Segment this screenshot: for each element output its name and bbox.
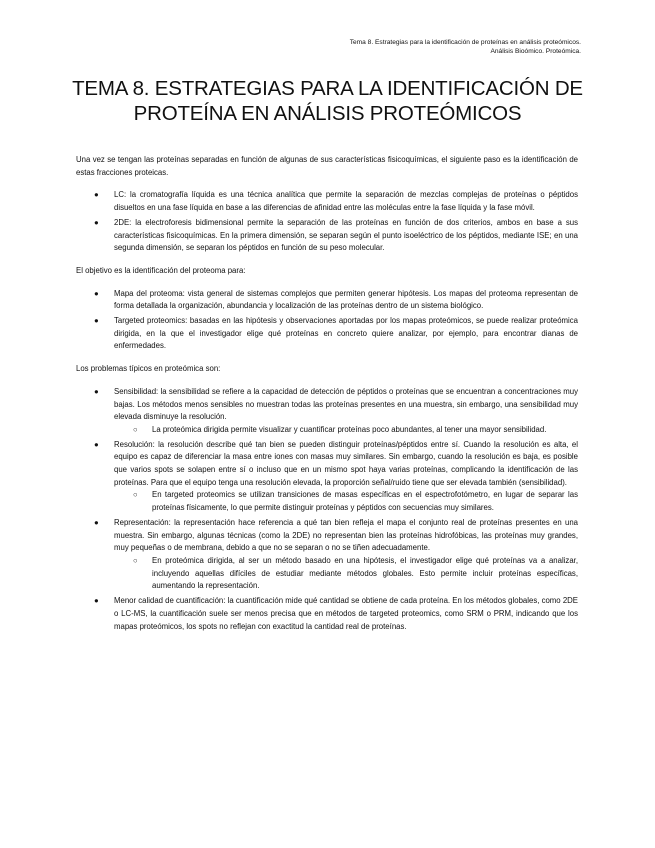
methods-list xyxy=(76,189,578,255)
method-text: 2DE: la electroforesis bidimensional permite la separación de las proteínas en función de dos criterios, ambos en base a sus características fisicoquímicas. En la primera dimensión, se separan según el punto isoeléctrico de los péptidos, mediante ISE; en una segunda dimensión, se separan los péptidos en función de su peso molecular. xyxy=(114,217,578,253)
bullet-icon: ● xyxy=(94,316,99,326)
problems-intro: Los problemas típicos en proteómica son: xyxy=(76,364,221,374)
objective-intro: El objetivo es la identificación del proteoma para: xyxy=(76,265,246,275)
bullet-icon: ● xyxy=(94,517,99,527)
sub-list-item xyxy=(133,489,578,514)
method-text: LC: la cromatografía líquida es una técnica analítica que permite la separación de mezclas complejas de proteínas o péptidos disueltos en una fase líquida en base a las diferencias de afinidad entre las moléculas entre la fase líquida y la fase móvil. xyxy=(114,190,578,213)
list-item xyxy=(94,217,578,255)
bullet-icon: ● xyxy=(94,190,99,200)
sub-list xyxy=(114,555,578,593)
circle-bullet-icon: ○ xyxy=(133,490,138,500)
objective-text: Mapa del proteoma: vista general de sistemas complejos que permiten generar hipótesis. Los mapas del proteoma representan de forma detallada la organización, abundancia y localización de las proteínas dentro de un sistema biológico. xyxy=(114,288,578,311)
problems-list xyxy=(76,386,578,633)
list-item xyxy=(94,386,578,437)
problem-text: Resolución: la resolución describe qué tan bien se pueden distinguir proteínas/péptidos entre sí. Cuando la resolución es alta, el equipo es capaz de diferenciar la masa entre iones con masas muy similares. Sin embargo, cuando la resolución es baja, es posible que varios spots se solapen entre sí o incluso que en un mismo spot haya varias proteínas, complicando la identificación de las proteínas. Para que el equipo tenga una resolución elevada, la proporción señal/ruido tiene que ser elevada también (sensibilidad). xyxy=(114,439,578,487)
list-item xyxy=(94,595,578,633)
header-line-2: Análisis Bioómico. Proteómica. xyxy=(490,48,581,55)
list-item xyxy=(94,517,578,593)
list-item xyxy=(94,315,578,353)
problem-text: Representación: la representación hace referencia a qué tan bien refleja el mapa el conjunto real de proteínas presentes en una muestra. Sin embargo, algunas técnicas (como la 2DE) no representan bien las proteínas hidrofóbicas, las proteínas muy grandes, muy pequeñas o de membrana, debido a que no se separan o no se tiñen adecuadamente. xyxy=(114,517,578,553)
bullet-icon: ● xyxy=(94,596,99,606)
intro-paragraph: Una vez se tengan las proteínas separadas en función de algunas de sus características fisicoquímicas, el siguiente paso es la identificación de estas fracciones proteicas. xyxy=(76,155,578,177)
document-body xyxy=(76,154,578,643)
bullet-icon: ● xyxy=(94,439,99,449)
running-header xyxy=(350,38,581,56)
circle-bullet-icon: ○ xyxy=(133,555,138,565)
problem-text: Sensibilidad: la sensibilidad se refiere a la capacidad de detección de péptidos o proteínas que se encuentran a concentraciones muy bajas. Los métodos menos sensibles no muestran todas las proteínas presentes en una muestra, sin embargo, una sensibilidad muy elevada disminuye la resolución. xyxy=(114,386,578,422)
objective-text: Targeted proteomics: basadas en las hipótesis y observaciones aportadas por los mapas proteómicos, se puede realizar proteómica dirigida, en la que el investigador elige qué proteínas en concreto quiere analizar, por ejemplo, para encontrar dianas de enfermedades. xyxy=(114,316,578,351)
header-line-1: Tema 8. Estrategias para la identificación de proteínas en análisis proteómicos. xyxy=(349,39,581,46)
sub-text: La proteómica dirigida permite visualizar y cuantificar proteínas poco abundantes, al tener una mayor sensibilidad. xyxy=(152,424,547,434)
list-item xyxy=(94,288,578,313)
sub-list xyxy=(114,424,578,437)
list-item xyxy=(94,189,578,214)
sub-text: En targeted proteomics se utilizan transiciones de masas específicas en el espectrofotómetro, en lugar de separar las proteínas físicamente, lo que permite distinguir proteínas y péptidos con secuencias muy similares. xyxy=(152,490,578,513)
sub-list-item xyxy=(133,555,578,593)
bullet-icon: ● xyxy=(94,386,99,396)
problem-text: Menor calidad de cuantificación: la cuantificación mide qué cantidad se obtiene de cada proteína. En los métodos globales, como 2DE o LC-MS, la cuantificación suele ser menos precisa que en métodos de targeted proteomics, como SRM o PRM, indicando que los mapas proteómicos, los spots no reflejan con exactitud la cantidad real de proteínas. xyxy=(114,596,578,631)
list-item xyxy=(94,439,578,515)
sub-list-item xyxy=(133,424,578,437)
objectives-list xyxy=(76,288,578,354)
page-title: TEMA 8. ESTRATEGIAS PARA LA IDENTIFICACIÓN DE PROTEÍNA EN ANÁLISIS PROTEÓMICOS xyxy=(72,77,583,125)
sub-text: En proteómica dirigida, al ser un método basado en una hipótesis, el investigador elige qué proteínas va a analizar, incluyendo aquellas difíciles de estudiar mediante métodos globales. Esto permite incluir proteínas específicas, aumentando la representación. xyxy=(152,555,578,591)
bullet-icon: ● xyxy=(94,217,99,227)
circle-bullet-icon: ○ xyxy=(133,424,138,434)
bullet-icon: ● xyxy=(94,288,99,298)
sub-list xyxy=(114,489,578,514)
